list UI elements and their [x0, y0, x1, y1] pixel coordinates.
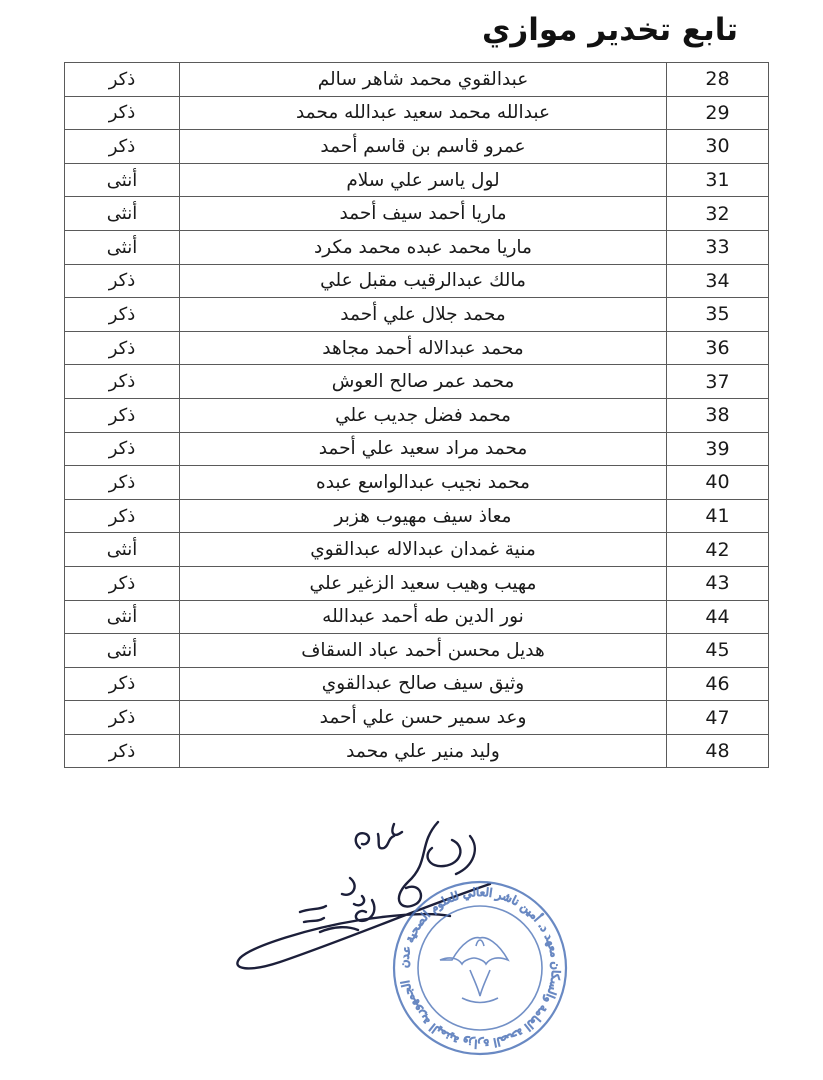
row-number-cell: 39: [667, 432, 769, 466]
gender-cell: ذكر: [65, 331, 180, 365]
student-name-cell: عبدالقوي محمد شاهر سالم: [180, 63, 667, 97]
row-number-cell: 40: [667, 466, 769, 500]
row-number-cell: 38: [667, 398, 769, 432]
gender-cell: أنثى: [65, 163, 180, 197]
table-row: [65, 264, 769, 298]
gender-cell: ذكر: [65, 298, 180, 332]
row-number-cell: 35: [667, 298, 769, 332]
row-number-cell: 45: [667, 634, 769, 668]
official-stamp: [394, 882, 566, 1054]
stamp-text: الجمهورية اليمنية وزارة الصحة العامة والسكان معهد د. أمين ناشر العالي للعلوم الصحية عدن: [396, 884, 564, 1052]
row-number-cell: 48: [667, 734, 769, 768]
signature-stamp-graphic: [0, 800, 823, 1080]
student-table: [64, 62, 769, 768]
table-row: [65, 634, 769, 668]
gender-cell: ذكر: [65, 432, 180, 466]
row-number-cell: 32: [667, 197, 769, 231]
row-number-cell: 29: [667, 96, 769, 130]
gender-cell: ذكر: [65, 398, 180, 432]
student-name-cell: محمد عبدالاله أحمد مجاهد: [180, 331, 667, 365]
row-number-cell: 33: [667, 230, 769, 264]
table-row: [65, 600, 769, 634]
table-row: [65, 96, 769, 130]
row-number-cell: 36: [667, 331, 769, 365]
gender-cell: ذكر: [65, 499, 180, 533]
row-number-cell: 37: [667, 365, 769, 399]
row-number-cell: 47: [667, 701, 769, 735]
student-name-cell: محمد نجيب عبدالواسع عبده: [180, 466, 667, 500]
gender-cell: ذكر: [65, 566, 180, 600]
table-row: [65, 365, 769, 399]
gender-cell: أنثى: [65, 600, 180, 634]
table-row: [65, 331, 769, 365]
student-name-cell: محمد فضل جديب علي: [180, 398, 667, 432]
student-name-cell: ماريا أحمد سيف أحمد: [180, 197, 667, 231]
student-name-cell: عمرو قاسم بن قاسم أحمد: [180, 130, 667, 164]
student-name-cell: مالك عبدالرقيب مقبل علي: [180, 264, 667, 298]
student-name-cell: نور الدين طه أحمد عبدالله: [180, 600, 667, 634]
page-title: تابع تخدير موازي: [481, 12, 738, 48]
table-row: [65, 163, 769, 197]
table-row: [65, 398, 769, 432]
student-name-cell: لول ياسر علي سلام: [180, 163, 667, 197]
student-name-cell: وعد سمير حسن علي أحمد: [180, 701, 667, 735]
row-number-cell: 44: [667, 600, 769, 634]
student-name-cell: ماريا محمد عبده محمد مكرد: [180, 230, 667, 264]
table-row: [65, 230, 769, 264]
gender-cell: أنثى: [65, 197, 180, 231]
table-row: [65, 63, 769, 97]
gender-cell: أنثى: [65, 533, 180, 567]
table-row: [65, 130, 769, 164]
row-number-cell: 30: [667, 130, 769, 164]
gender-cell: ذكر: [65, 130, 180, 164]
student-name-cell: معاذ سيف مهيوب هزبر: [180, 499, 667, 533]
gender-cell: ذكر: [65, 667, 180, 701]
table-row: [65, 432, 769, 466]
eagle-emblem-icon: [440, 938, 508, 1003]
table-row: [65, 533, 769, 567]
row-number-cell: 43: [667, 566, 769, 600]
gender-cell: أنثى: [65, 230, 180, 264]
gender-cell: ذكر: [65, 63, 180, 97]
gender-cell: ذكر: [65, 701, 180, 735]
row-number-cell: 31: [667, 163, 769, 197]
row-number-cell: 46: [667, 667, 769, 701]
table-row: [65, 298, 769, 332]
table-row: [65, 499, 769, 533]
table-row: [65, 667, 769, 701]
signature-and-stamp-area: [0, 800, 823, 1080]
table-row: [65, 701, 769, 735]
table-row: [65, 466, 769, 500]
student-name-cell: وليد منير علي محمد: [180, 734, 667, 768]
student-name-cell: وثيق سيف صالح عبدالقوي: [180, 667, 667, 701]
student-name-cell: مهيب وهيب سعيد الزغير علي: [180, 566, 667, 600]
student-table-body: [65, 63, 769, 768]
gender-cell: ذكر: [65, 734, 180, 768]
student-name-cell: منية غمدان عبدالاله عبدالقوي: [180, 533, 667, 567]
gender-cell: ذكر: [65, 466, 180, 500]
row-number-cell: 41: [667, 499, 769, 533]
gender-cell: ذكر: [65, 96, 180, 130]
student-name-cell: هديل محسن أحمد عباد السقاف: [180, 634, 667, 668]
student-name-cell: محمد عمر صالح العوش: [180, 365, 667, 399]
student-name-cell: عبدالله محمد سعيد عبدالله محمد: [180, 96, 667, 130]
student-name-cell: محمد جلال علي أحمد: [180, 298, 667, 332]
table-row: [65, 197, 769, 231]
gender-cell: ذكر: [65, 264, 180, 298]
student-name-cell: محمد مراد سعيد علي أحمد: [180, 432, 667, 466]
row-number-cell: 28: [667, 63, 769, 97]
gender-cell: أنثى: [65, 634, 180, 668]
gender-cell: ذكر: [65, 365, 180, 399]
table-row: [65, 566, 769, 600]
row-number-cell: 42: [667, 533, 769, 567]
row-number-cell: 34: [667, 264, 769, 298]
table-row: [65, 734, 769, 768]
